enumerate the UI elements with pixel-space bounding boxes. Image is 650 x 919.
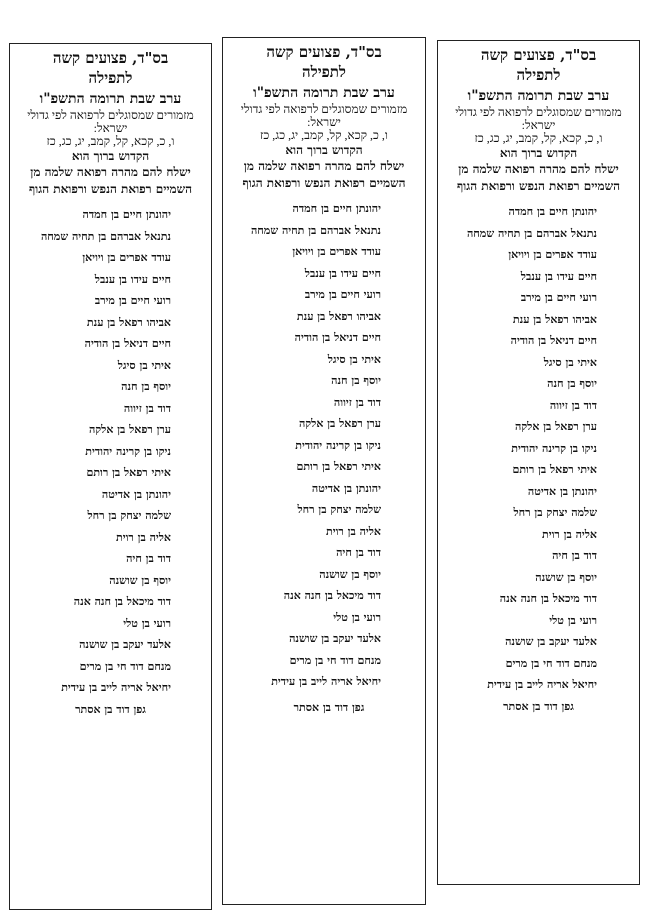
name-entry: אלעד יעקב בן שושנה — [505, 635, 597, 648]
name-entry: חיים עידו בן ענבל — [304, 266, 381, 280]
name-entry: רועי בן טלי — [123, 616, 171, 630]
name-entry: שלמה יצחק בן רחל — [87, 509, 171, 522]
name-entry: חיים דניאל בן הודיה — [510, 334, 597, 347]
name-entry: חיים עידו בן ענבל — [94, 272, 171, 286]
blessing-text: ישלח להם מהרה רפואה שלמה מן השמיים רפואת הנפש ורפואת הגוף — [456, 162, 621, 193]
leaflet-title: בס"ד, פצועים קשה — [52, 49, 169, 67]
name-entry: שלמה יצחק בן רחל — [513, 506, 597, 519]
name-entry: יוסף בן שושנה — [319, 567, 381, 581]
name-entry: עודד אפרים בן ויויאן — [82, 251, 171, 264]
holy-one-line: הקדוש ברוך הוא — [285, 143, 363, 157]
holy-one-line: הקדוש ברוך הוא — [71, 149, 150, 163]
name-entry: מנחם דוד חי בן מרים — [289, 653, 381, 667]
name-entry: ערן רפאל בן אלקה — [88, 423, 171, 436]
names-list — [438, 201, 639, 717]
name-entry: אביהו רפאל בן ענת — [86, 315, 171, 329]
name-entry: גפן דוד בן אסתר — [75, 702, 146, 716]
holy-one-line: הקדוש ברוך הוא — [499, 146, 578, 160]
name-entry: יוסף בן חנה — [121, 380, 171, 393]
name-entry: נתנאל אברהם בן תחיה שמחה — [40, 229, 171, 243]
name-entry: אביהו רפאל בן ענת — [512, 312, 597, 326]
name-entry: חיים דניאל בן הודיה — [294, 331, 381, 344]
name-entry: מנחם דוד חי בן מרים — [505, 656, 597, 670]
name-entry: דוד מיכאל בן חנה אנה — [283, 589, 381, 602]
psalms-list: ו, כ, קכא, קל, קמב, יג, כג, כז — [260, 128, 388, 142]
shabbat-line: ערב שבת תרומה התשפ"ו — [467, 88, 610, 104]
leaflet-title: בס"ד, פצועים קשה — [266, 43, 382, 61]
name-entry: דוד מיכאל בן חנה אנה — [73, 595, 171, 608]
name-entry: יהונתן בן אדיטה — [311, 481, 381, 495]
name-entry: יוסף בן שושנה — [109, 573, 171, 587]
name-entry: אליה בן רוית — [326, 524, 381, 538]
leaflet-column-middle — [222, 37, 426, 905]
names-list — [10, 204, 211, 720]
name-entry: יהונתן חיים בן חמדה — [292, 202, 381, 215]
name-entry: איתי בן סיגל — [327, 352, 381, 366]
psalms-list: ו, כ, קכא, קל, קמב, יג, כג, כז — [46, 134, 175, 148]
psalms-intro: מזמורים שמסוגלים לרפואה לפי גדולי ישראל: — [455, 105, 622, 132]
name-entry: שלמה יצחק בן רחל — [297, 503, 381, 516]
name-entry: אביהו רפאל בן ענת — [296, 309, 381, 323]
name-entry: אליה בן רוית — [542, 527, 597, 541]
name-entry: עודד אפרים בן ויויאן — [292, 245, 381, 258]
name-entry: דוד בן זיווה — [123, 401, 171, 415]
leaflet-subtitle: לתפילה — [302, 63, 346, 81]
names-list — [223, 198, 425, 718]
name-entry: יחיאל אריה לייב בן עידית — [61, 681, 171, 694]
name-entry: נתנאל אברהם בן תחיה שמחה — [250, 223, 381, 237]
name-entry: איתי בן סיגל — [543, 355, 597, 369]
name-entry: אלעד יעקב בן שושנה — [79, 638, 171, 651]
psalms-intro: מזמורים שמסוגלים לרפואה לפי גדולי ישראל: — [27, 108, 194, 135]
name-entry: איתי רפאל בן רותם — [512, 463, 597, 476]
name-entry: איתי רפאל בן רותם — [296, 460, 381, 473]
name-entry: יוסף בן חנה — [547, 377, 597, 390]
name-entry: יהונתן חיים בן חמדה — [508, 205, 597, 218]
psalms-list: ו, כ, קכא, קל, קמב, יג, כג, כז — [474, 131, 603, 145]
name-entry: אליה בן רוית — [116, 530, 171, 544]
name-entry: יוסף בן שושנה — [535, 570, 597, 584]
name-entry: דוד בן זיווה — [549, 398, 597, 412]
name-entry: דוד בן זיווה — [333, 395, 381, 409]
name-entry: רועי חיים בן מירב — [520, 291, 597, 304]
leaflet-subtitle: לתפילה — [516, 66, 561, 84]
name-entry: גפן דוד בן אסתר — [293, 700, 365, 714]
name-entry: אלעד יעקב בן שושנה — [289, 632, 381, 645]
name-entry: מנחם דוד חי בן מרים — [79, 659, 171, 673]
name-entry: ערן רפאל בן אלקה — [514, 420, 597, 433]
blessing-text: ישלח להם מהרה רפואה שלמה מן השמיים רפואת הנפש ורפואת הגוף — [28, 165, 193, 196]
leaflet-column-right — [437, 40, 640, 885]
name-entry: חיים דניאל בן הודיה — [84, 337, 171, 350]
shabbat-line: ערב שבת תרומה התשפ"ו — [39, 91, 182, 107]
name-entry: יחיאל אריה לייב בן עידית — [487, 678, 597, 691]
name-entry: יהונתן בן אדיטה — [101, 487, 171, 501]
name-entry: יהונתן חיים בן חמדה — [82, 208, 171, 221]
shabbat-line: ערב שבת תרומה התשפ"ו — [253, 85, 395, 101]
name-entry: ניקו בן קרינה יהודית — [295, 438, 381, 452]
leaflet-subtitle: לתפילה — [88, 69, 133, 87]
blessing-text: ישלח להם מהרה רפואה שלמה מן השמיים רפואת הנפש ורפואת הגוף — [242, 159, 406, 190]
name-entry: יוסף בן חנה — [331, 374, 381, 387]
name-entry: דוד בן חיה — [126, 552, 171, 565]
name-entry: דוד בן חיה — [336, 546, 381, 559]
name-entry: רועי בן טלי — [549, 613, 597, 627]
name-entry: רועי בן טלי — [333, 610, 381, 624]
name-entry: איתי בן סיגל — [117, 358, 171, 372]
name-entry: ניקו בן קרינה יהודית — [85, 444, 171, 458]
leaflet-column-left — [9, 43, 212, 910]
name-entry: עודד אפרים בן ויויאן — [508, 248, 597, 261]
name-entry: איתי רפאל בן רותם — [86, 466, 171, 479]
name-entry: יהונתן בן אדיטה — [527, 484, 597, 498]
name-entry: דוד בן חיה — [552, 549, 597, 562]
leaflet-title: בס"ד, פצועים קשה — [480, 46, 597, 64]
psalms-intro: מזמורים שמסוגלים לרפואה לפי גדולי ישראל: — [240, 102, 408, 129]
name-entry: ערן רפאל בן אלקה — [298, 417, 381, 430]
name-entry: חיים עידו בן ענבל — [520, 269, 597, 283]
name-entry: רועי חיים בן מירב — [304, 288, 381, 301]
name-entry: גפן דוד בן אסתר — [503, 699, 574, 713]
name-entry: יחיאל אריה לייב בן עידית — [271, 675, 381, 688]
name-entry: ניקו בן קרינה יהודית — [511, 441, 597, 455]
name-entry: רועי חיים בן מירב — [94, 294, 171, 307]
name-entry: נתנאל אברהם בן תחיה שמחה — [466, 226, 597, 240]
name-entry: דוד מיכאל בן חנה אנה — [499, 592, 597, 605]
